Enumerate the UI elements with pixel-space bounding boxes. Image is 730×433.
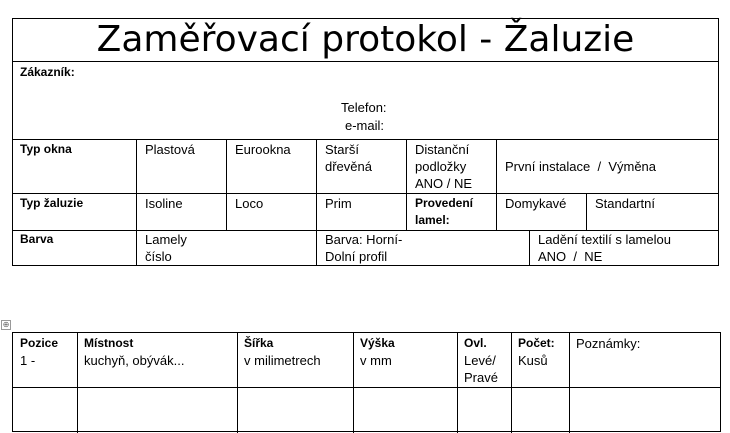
cell-divider [316, 194, 317, 230]
col-header-count: Počet: [518, 336, 555, 350]
header-table [12, 18, 719, 266]
window-option-plastova: Plastová [145, 142, 195, 157]
lamels-line-2: číslo [145, 249, 172, 264]
row-divider [13, 193, 718, 194]
install-type: První instalace / Výměna [505, 159, 657, 174]
cell-divider [511, 333, 512, 433]
email-label: e-mail: [345, 118, 385, 133]
page-title: Zaměřovací protokol - Žaluzie [96, 19, 635, 60]
cell-divider [226, 194, 227, 230]
col-header-control: Ovl. [464, 336, 487, 350]
phone-label: Telefon: [341, 100, 387, 115]
col-sub-position: 1 - [20, 353, 36, 368]
row-divider [13, 387, 720, 388]
lamels-line-1: Lamely [145, 232, 187, 247]
table-move-handle-icon[interactable]: ⊕ [2, 320, 10, 329]
cell-divider [136, 140, 137, 193]
cell-divider [136, 194, 137, 230]
blind-option-isoline: Isoline [145, 196, 183, 211]
col-sub-height: v mm [360, 353, 392, 368]
cell-divider [569, 333, 570, 433]
row-divider [13, 61, 718, 62]
col-sub-control-1: Levé/ [464, 353, 496, 368]
execution-option-domykave: Domykavé [505, 196, 567, 211]
col-header-height: Výška [360, 336, 395, 350]
cell-divider [496, 140, 497, 193]
customer-label: Zákazník: [20, 65, 75, 79]
blind-type-label: Typ žaluzie [20, 196, 84, 210]
col-sub-control-2: Pravé [464, 370, 498, 385]
cell-divider [496, 194, 497, 230]
col-header-position: Pozice [20, 336, 59, 350]
textile-match-line-2: ANO / NE [538, 249, 603, 264]
spacers-line-3: ANO / NE [415, 176, 473, 191]
cell-divider [406, 194, 407, 230]
execution-option-standartni: Standartní [595, 196, 655, 211]
cell-divider [353, 333, 354, 433]
blind-option-loco: Loco [235, 196, 264, 211]
window-option-eurookna: Eurookna [235, 142, 291, 157]
spacers-line-1: Distanční [415, 142, 470, 157]
col-header-notes: Poznámky: [576, 336, 641, 351]
profile-color-line-1: Barva: Horní- [325, 232, 403, 247]
cell-divider [406, 140, 407, 193]
cell-divider [226, 140, 227, 193]
window-option-starsi: Starší [325, 142, 359, 157]
cell-divider [136, 231, 137, 265]
spacers-line-2: podložky [415, 159, 467, 174]
lamel-execution-label-1: Provedení [415, 196, 474, 210]
cell-divider [77, 333, 78, 433]
col-sub-count: Kusů [518, 353, 548, 368]
lamel-execution-label-2: lamel: [415, 213, 450, 227]
cell-divider [316, 140, 317, 193]
blind-option-prim: Prim [325, 196, 352, 211]
row-divider [13, 139, 718, 140]
col-header-room: Místnost [84, 336, 134, 350]
measurement-table [12, 332, 721, 432]
cell-divider [457, 333, 458, 433]
window-type-label: Typ okna [20, 142, 72, 156]
col-sub-room: kuchyň, obývák... [84, 353, 185, 368]
cell-divider [529, 231, 530, 265]
col-header-width: Šířka [244, 336, 274, 350]
color-label: Barva [20, 232, 54, 246]
cell-divider [316, 231, 317, 265]
window-option-drevena: dřevěná [325, 159, 372, 174]
cell-divider [586, 194, 587, 230]
col-sub-width: v milimetrech [244, 353, 321, 368]
profile-color-line-2: Dolní profil [325, 249, 388, 264]
cell-divider [237, 333, 238, 433]
textile-match-line-1: Ladění textilí s lamelou [538, 232, 671, 247]
